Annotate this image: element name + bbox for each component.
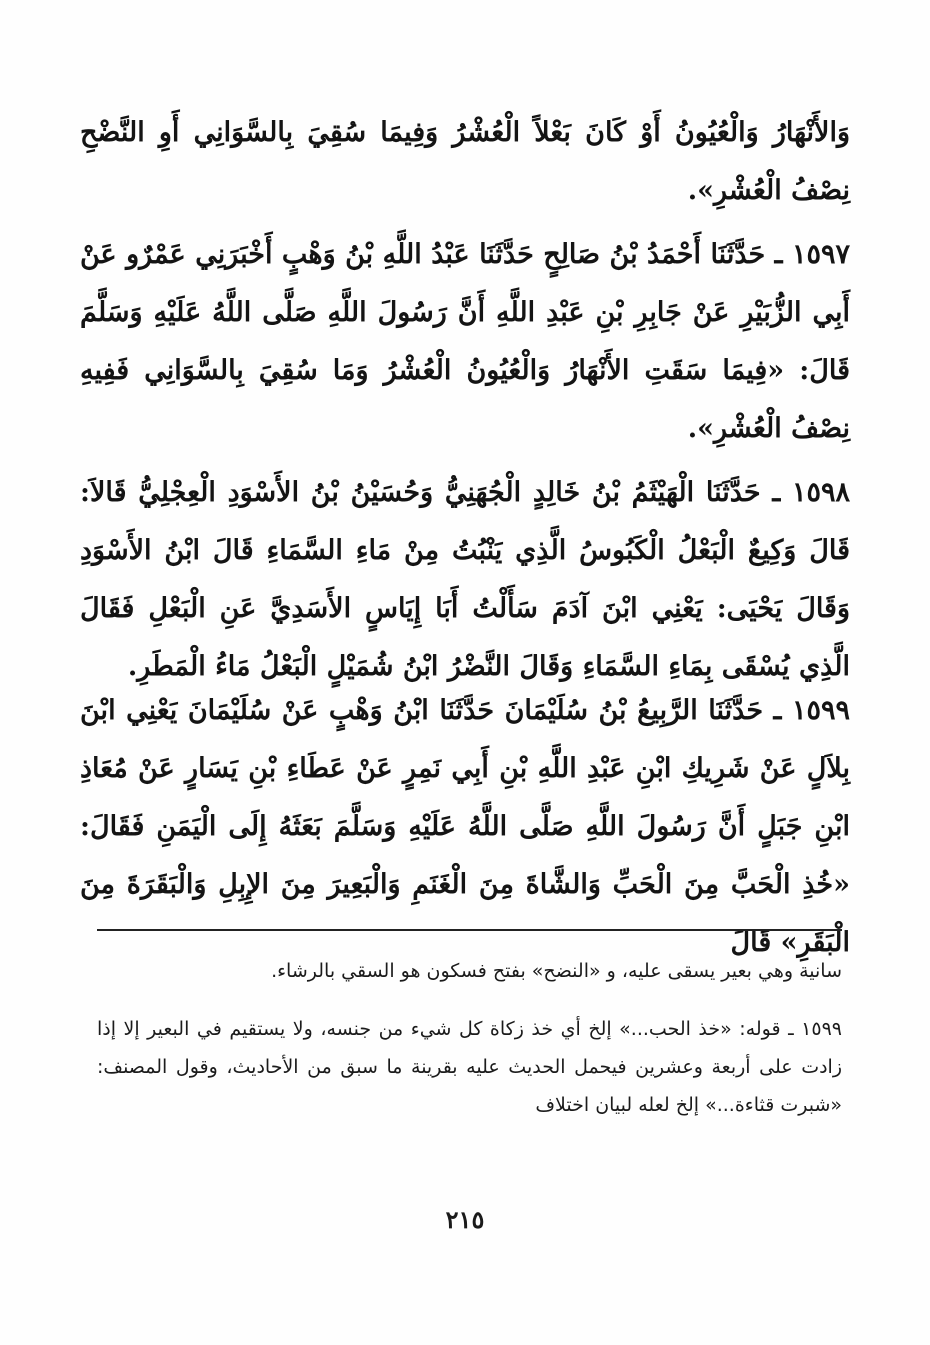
hadith-1598 <box>80 464 850 696</box>
hadith-1597 <box>80 226 850 458</box>
footnote-1 <box>97 952 842 990</box>
hadith-text: ـ حَدَّثَنَا الْهَيْثَمُ بْنُ خَالِدٍ الْجُهَنِيُّ وَحُسَيْنُ بْنُ الأَسْوَدِ الْعِجْلِيُّ قَالاَ: قَالَ وَكِيعٌ الْبَعْلُ الْكَبُوسُ الَّذِي يَنْبُتُ مِنْ مَاءِ السَّمَاءِ قَالَ ابْنُ الأَسْوَدِ وَقَالَ يَحْيَى: يَعْنِي ابْنَ آدَمَ سَأَلْتُ أَبَا إِيَاسٍ الأَسَدِيَّ عَنِ الْبَعْلِ فَقَالَ الَّذِي يُسْقَى بِمَاءِ السَّمَاءِ وَقَالَ النَّضْرُ ابْنُ شُمَيْلٍ الْبَعْلُ مَاءُ الْمَطَرِ. <box>80 477 850 682</box>
hadith-number: ١٥٩٧ <box>791 239 850 270</box>
hadith-number: ١٥٩٨ <box>791 477 850 508</box>
hadith-text: ـ حَدَّثَنَا أَحْمَدُ بْنُ صَالِحٍ حَدَّثَنَا عَبْدُ اللَّهِ بْنُ وَهْبٍ أَخْبَرَنِي عَمْرٌو عَنْ أَبِي الزُّبَيْرِ عَنْ جَابِرِ بْنِ عَبْدِ اللَّهِ أَنَّ رَسُولَ اللَّهِ صَلَّى اللَّهُ عَلَيْهِ وَسَلَّمَ قَالَ: «فِيمَا سَقَتِ الأَنْهَارُ وَالْعُيُونُ الْعُشْرُ وَمَا سُقِيَ بِالسَّوَانِي فَفِيهِ نِصْفُ الْعُشْرِ». <box>80 239 850 444</box>
footnote-2 <box>97 1010 842 1124</box>
paragraph-intro-text: وَالأَنْهَارُ وَالْعُيُونُ أَوْ كَانَ بَعْلاً الْعُشْرُ وَفِيمَا سُقِيَ بِالسَّوَانِي أَوِ النَّضْحِ نِصْفُ الْعُشْرِ». <box>80 117 850 206</box>
footnote-1-text: سانية وهي بعير يسقى عليه، و «النضح» بفتح فسكون هو السقي بالرشاء. <box>271 960 842 982</box>
hadith-number: ١٥٩٩ <box>791 695 850 726</box>
hadith-text: ـ حَدَّثَنَا الرَّبِيعُ بْنُ سُلَيْمَانَ حَدَّثَنَا ابْنُ وَهْبٍ عَنْ سُلَيْمَانَ يَعْنِي ابْنَ بِلاَلٍ عَنْ شَرِيكِ ابْنِ عَبْدِ اللَّهِ بْنِ أَبِي نَمِرٍ عَنْ عَطَاءِ بْنِ يَسَارٍ عَنْ مُعَاذِ ابْنِ جَبَلٍ أَنَّ رَسُولَ اللَّهِ صَلَّى اللَّهُ عَلَيْهِ وَسَلَّمَ بَعَثَهُ إِلَى الْيَمَنِ فَقَالَ: «خُذِ الْحَبَّ مِنَ الْحَبِّ وَالشَّاةَ مِنَ الْغَنَمِ وَالْبَعِيرَ مِنَ الإِبِلِ وَالْبَقَرَةَ مِنَ الْبَقَرِ» قَالَ <box>80 695 850 958</box>
paragraph-intro <box>80 104 850 220</box>
page-number: ٢١٥ <box>445 1205 485 1234</box>
footnote-divider <box>97 929 842 931</box>
footnote-2-text: ١٥٩٩ ـ قوله: «خذ الحب...» إلخ أي خذ زكاة كل شيء من جنسه، ولا يستقيم في البعير إلا إذا زادت على أربعة وعشرين فيحمل الحديث عليه بقرينة ما سبق من الأحاديث، وقول المصنف: «شبرت قثاءة...» إلخ لعله لبيان اختلاف <box>97 1018 842 1116</box>
